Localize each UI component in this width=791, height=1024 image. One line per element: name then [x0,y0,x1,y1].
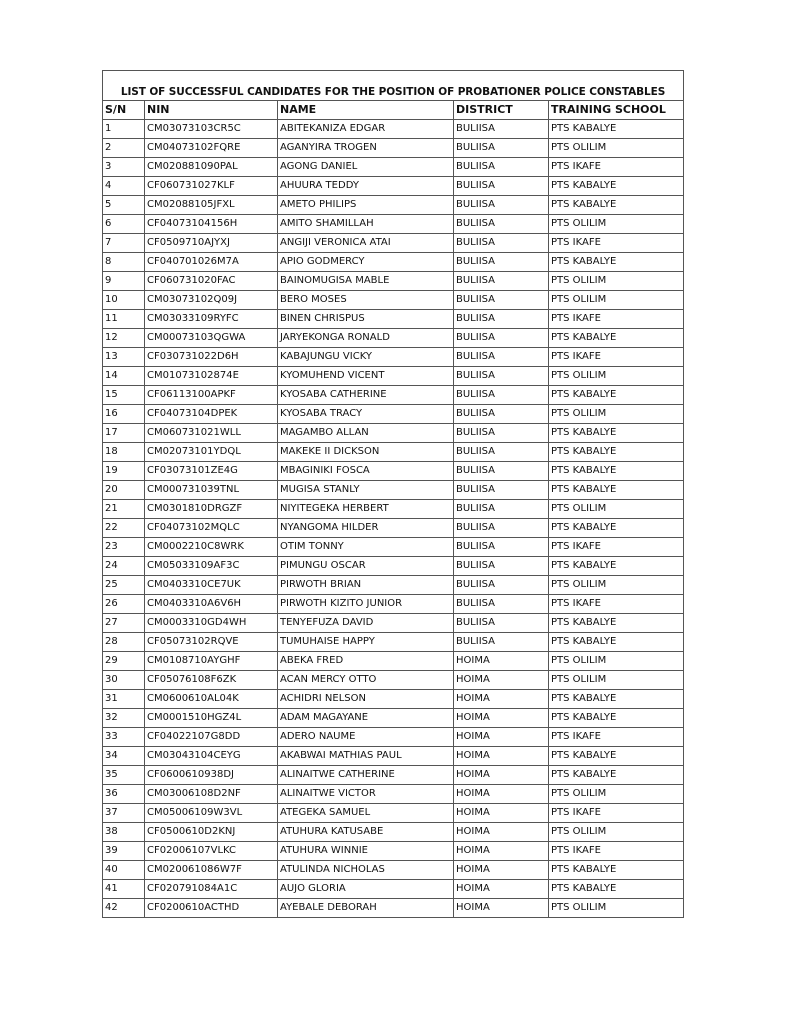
cell-nin: CM02073101YDQL [145,443,278,462]
cell-district: HOIMA [454,899,549,918]
cell-nin: CM0301810DRGZF [145,500,278,519]
column-header-district: DISTRICT [454,101,549,120]
cell-district: HOIMA [454,766,549,785]
cell-name: ALINAITWE VICTOR [278,785,454,804]
table-row [103,158,684,177]
cell-name: NIYITEGEKA HERBERT [278,500,454,519]
table-row [103,424,684,443]
cell-training-school: PTS KABALYE [549,557,684,576]
table-row [103,329,684,348]
cell-district: BULIISA [454,557,549,576]
cell-name: MUGISA STANLY [278,481,454,500]
cell-nin: CF03073101ZE4G [145,462,278,481]
cell-nin: CF06113100APKF [145,386,278,405]
cell-district: HOIMA [454,747,549,766]
cell-nin: CM03006108D2NF [145,785,278,804]
cell-nin: CM020881090PAL [145,158,278,177]
cell-training-school: PTS OLILIM [549,899,684,918]
cell-training-school: PTS KABALYE [549,766,684,785]
cell-sn: 37 [103,804,145,823]
cell-name: ADAM MAGAYANE [278,709,454,728]
cell-nin: CF030731022D6H [145,348,278,367]
cell-district: BULIISA [454,139,549,158]
cell-district: BULIISA [454,329,549,348]
cell-training-school: PTS IKAFE [549,842,684,861]
cell-training-school: PTS OLILIM [549,291,684,310]
cell-district: BULIISA [454,120,549,139]
cell-training-school: PTS OLILIM [549,652,684,671]
cell-nin: CM0003310GD4WH [145,614,278,633]
table-row [103,272,684,291]
cell-district: HOIMA [454,671,549,690]
cell-sn: 40 [103,861,145,880]
cell-training-school: PTS IKAFE [549,728,684,747]
cell-district: BULIISA [454,405,549,424]
cell-district: BULIISA [454,633,549,652]
cell-training-school: PTS KABALYE [549,443,684,462]
cell-training-school: PTS IKAFE [549,234,684,253]
cell-name: ABITEKANIZA EDGAR [278,120,454,139]
table-row [103,766,684,785]
table-row [103,785,684,804]
table-row [103,462,684,481]
cell-district: BULIISA [454,386,549,405]
document-title: LIST OF SUCCESSFUL CANDIDATES FOR THE POSITION OF PROBATIONER POLICE CONSTABLES [103,71,684,101]
cell-district: BULIISA [454,576,549,595]
cell-sn: 1 [103,120,145,139]
cell-training-school: PTS OLILIM [549,785,684,804]
cell-nin: CM000731039TNL [145,481,278,500]
cell-name: MBAGINIKI FOSCA [278,462,454,481]
cell-nin: CM0108710AYGHF [145,652,278,671]
cell-sn: 36 [103,785,145,804]
table-row [103,652,684,671]
cell-name: AMETO PHILIPS [278,196,454,215]
cell-nin: CF04073104156H [145,215,278,234]
cell-nin: CF0500610D2KNJ [145,823,278,842]
table-row [103,367,684,386]
cell-nin: CM03073102Q09J [145,291,278,310]
cell-district: BULIISA [454,500,549,519]
table-row [103,880,684,899]
cell-sn: 30 [103,671,145,690]
table-row [103,443,684,462]
table-row [103,633,684,652]
cell-district: BULIISA [454,234,549,253]
table-row [103,310,684,329]
cell-name: KYOSABA CATHERINE [278,386,454,405]
cell-sn: 41 [103,880,145,899]
cell-sn: 35 [103,766,145,785]
cell-sn: 27 [103,614,145,633]
cell-training-school: PTS KABALYE [549,177,684,196]
cell-sn: 3 [103,158,145,177]
cell-training-school: PTS KABALYE [549,861,684,880]
cell-training-school: PTS KABALYE [549,614,684,633]
cell-nin: CF02006107VLKC [145,842,278,861]
cell-sn: 29 [103,652,145,671]
cell-name: ATULINDA NICHOLAS [278,861,454,880]
cell-name: AUJO GLORIA [278,880,454,899]
table-row [103,215,684,234]
cell-name: ALINAITWE CATHERINE [278,766,454,785]
cell-name: AYEBALE DEBORAH [278,899,454,918]
table-row [103,804,684,823]
column-header-training-school: TRAINING SCHOOL [549,101,684,120]
cell-district: BULIISA [454,291,549,310]
cell-training-school: PTS KABALYE [549,424,684,443]
cell-sn: 21 [103,500,145,519]
cell-sn: 32 [103,709,145,728]
cell-nin: CM0001510HGZ4L [145,709,278,728]
cell-training-school: PTS OLILIM [549,671,684,690]
table-row [103,842,684,861]
cell-nin: CM02088105JFXL [145,196,278,215]
table-row [103,120,684,139]
cell-training-school: PTS IKAFE [549,348,684,367]
table-row [103,519,684,538]
cell-sn: 17 [103,424,145,443]
cell-district: HOIMA [454,690,549,709]
column-header-nin: NIN [145,101,278,120]
table-row [103,614,684,633]
cell-name: ATUHURA KATUSABE [278,823,454,842]
cell-nin: CF0509710AJYXJ [145,234,278,253]
cell-name: PIRWOTH KIZITO JUNIOR [278,595,454,614]
cell-sn: 9 [103,272,145,291]
table-row [103,348,684,367]
cell-district: BULIISA [454,253,549,272]
table-row [103,595,684,614]
table-row [103,386,684,405]
cell-training-school: PTS KABALYE [549,880,684,899]
cell-district: HOIMA [454,880,549,899]
cell-training-school: PTS IKAFE [549,158,684,177]
cell-district: BULIISA [454,443,549,462]
cell-sn: 42 [103,899,145,918]
cell-training-school: PTS OLILIM [549,823,684,842]
cell-district: HOIMA [454,709,549,728]
cell-nin: CM04073102FQRE [145,139,278,158]
cell-training-school: PTS KABALYE [549,120,684,139]
cell-district: HOIMA [454,842,549,861]
cell-district: HOIMA [454,861,549,880]
cell-district: BULIISA [454,367,549,386]
header-row [103,101,684,120]
cell-sn: 20 [103,481,145,500]
cell-name: OTIM TONNY [278,538,454,557]
cell-training-school: PTS OLILIM [549,215,684,234]
cell-training-school: PTS KABALYE [549,690,684,709]
cell-name: APIO GODMERCY [278,253,454,272]
cell-training-school: PTS OLILIM [549,405,684,424]
cell-sn: 34 [103,747,145,766]
cell-sn: 2 [103,139,145,158]
cell-sn: 33 [103,728,145,747]
cell-district: HOIMA [454,823,549,842]
table-row [103,861,684,880]
cell-sn: 7 [103,234,145,253]
cell-training-school: PTS KABALYE [549,253,684,272]
cell-district: HOIMA [454,652,549,671]
cell-sn: 10 [103,291,145,310]
table-row [103,253,684,272]
cell-district: HOIMA [454,785,549,804]
table-row [103,728,684,747]
cell-name: AGONG DANIEL [278,158,454,177]
cell-name: ACHIDRI NELSON [278,690,454,709]
cell-sn: 11 [103,310,145,329]
cell-district: BULIISA [454,272,549,291]
cell-nin: CF05073102RQVE [145,633,278,652]
cell-sn: 39 [103,842,145,861]
cell-sn: 13 [103,348,145,367]
cell-district: HOIMA [454,804,549,823]
cell-sn: 12 [103,329,145,348]
cell-training-school: PTS OLILIM [549,272,684,291]
cell-name: NYANGOMA HILDER [278,519,454,538]
cell-district: HOIMA [454,728,549,747]
cell-nin: CF060731027KLF [145,177,278,196]
cell-sn: 26 [103,595,145,614]
table-row [103,139,684,158]
cell-nin: CF0200610ACTHD [145,899,278,918]
cell-nin: CM0403310CE7UK [145,576,278,595]
cell-training-school: PTS IKAFE [549,595,684,614]
cell-nin: CM05006109W3VL [145,804,278,823]
table-row [103,538,684,557]
cell-nin: CM00073103QGWA [145,329,278,348]
cell-sn: 22 [103,519,145,538]
cell-name: KYOMUHEND VICENT [278,367,454,386]
cell-training-school: PTS KABALYE [549,386,684,405]
cell-nin: CF04022107G8DD [145,728,278,747]
cell-nin: CF060731020FAC [145,272,278,291]
cell-training-school: PTS KABALYE [549,747,684,766]
candidates-table [102,70,684,918]
cell-sn: 19 [103,462,145,481]
table-row [103,899,684,918]
table-row [103,747,684,766]
cell-name: AGANYIRA TROGEN [278,139,454,158]
cell-nin: CM03043104CEYG [145,747,278,766]
cell-nin: CF0600610938DJ [145,766,278,785]
table-row [103,405,684,424]
cell-name: JARYEKONGA RONALD [278,329,454,348]
cell-nin: CM0403310A6V6H [145,595,278,614]
table-row [103,234,684,253]
cell-sn: 23 [103,538,145,557]
cell-district: BULIISA [454,158,549,177]
table-row [103,177,684,196]
cell-district: BULIISA [454,519,549,538]
cell-nin: CF020791084A1C [145,880,278,899]
cell-sn: 38 [103,823,145,842]
cell-sn: 6 [103,215,145,234]
cell-name: ATEGEKA SAMUEL [278,804,454,823]
cell-sn: 28 [103,633,145,652]
cell-name: AMITO SHAMILLAH [278,215,454,234]
cell-sn: 5 [103,196,145,215]
cell-nin: CM05033109AF3C [145,557,278,576]
cell-district: BULIISA [454,614,549,633]
table-row [103,709,684,728]
cell-training-school: PTS KABALYE [549,196,684,215]
cell-training-school: PTS KABALYE [549,481,684,500]
table-body [103,120,684,918]
cell-training-school: PTS IKAFE [549,804,684,823]
cell-name: ATUHURA WINNIE [278,842,454,861]
table-row [103,576,684,595]
cell-district: BULIISA [454,595,549,614]
cell-name: MAKEKE II DICKSON [278,443,454,462]
cell-name: PIMUNGU OSCAR [278,557,454,576]
cell-name: ANGIJI VERONICA ATAI [278,234,454,253]
cell-training-school: PTS IKAFE [549,538,684,557]
cell-sn: 18 [103,443,145,462]
cell-name: BAINOMUGISA MABLE [278,272,454,291]
cell-name: ADERO NAUME [278,728,454,747]
cell-training-school: PTS IKAFE [549,310,684,329]
cell-name: ACAN MERCY OTTO [278,671,454,690]
cell-name: BERO MOSES [278,291,454,310]
table-row [103,671,684,690]
cell-name: PIRWOTH BRIAN [278,576,454,595]
cell-nin: CM060731021WLL [145,424,278,443]
cell-name: MAGAMBO ALLAN [278,424,454,443]
cell-training-school: PTS OLILIM [549,139,684,158]
table-row [103,196,684,215]
cell-nin: CF04073104DPEK [145,405,278,424]
cell-training-school: PTS KABALYE [549,709,684,728]
cell-nin: CF05076108F6ZK [145,671,278,690]
cell-nin: CM03033109RYFC [145,310,278,329]
document-page [102,70,683,918]
cell-district: BULIISA [454,348,549,367]
cell-nin: CF040701026M7A [145,253,278,272]
cell-training-school: PTS KABALYE [549,462,684,481]
table-row [103,500,684,519]
cell-district: BULIISA [454,177,549,196]
cell-sn: 16 [103,405,145,424]
table-row [103,690,684,709]
cell-sn: 15 [103,386,145,405]
cell-sn: 25 [103,576,145,595]
column-header-name: NAME [278,101,454,120]
column-header-sn: S/N [103,101,145,120]
table-row [103,481,684,500]
cell-sn: 31 [103,690,145,709]
cell-district: BULIISA [454,481,549,500]
cell-training-school: PTS KABALYE [549,329,684,348]
cell-name: TENYEFUZA DAVID [278,614,454,633]
cell-name: ABEKA FRED [278,652,454,671]
title-row [103,71,684,101]
cell-name: KYOSABA TRACY [278,405,454,424]
cell-nin: CM01073102874E [145,367,278,386]
cell-training-school: PTS OLILIM [549,367,684,386]
cell-nin: CM0002210C8WRK [145,538,278,557]
cell-name: AHUURA TEDDY [278,177,454,196]
cell-sn: 14 [103,367,145,386]
table-row [103,291,684,310]
cell-district: BULIISA [454,424,549,443]
cell-nin: CM03073103CR5C [145,120,278,139]
cell-name: AKABWAI MATHIAS PAUL [278,747,454,766]
cell-nin: CM020061086W7F [145,861,278,880]
cell-district: BULIISA [454,310,549,329]
cell-nin: CF04073102MQLC [145,519,278,538]
cell-name: TUMUHAISE HAPPY [278,633,454,652]
cell-sn: 24 [103,557,145,576]
cell-sn: 8 [103,253,145,272]
table-row [103,557,684,576]
cell-training-school: PTS KABALYE [549,519,684,538]
cell-district: BULIISA [454,196,549,215]
cell-district: BULIISA [454,462,549,481]
cell-name: BINEN CHRISPUS [278,310,454,329]
cell-training-school: PTS KABALYE [549,633,684,652]
cell-training-school: PTS OLILIM [549,500,684,519]
cell-nin: CM0600610AL04K [145,690,278,709]
cell-training-school: PTS OLILIM [549,576,684,595]
table-row [103,823,684,842]
cell-district: BULIISA [454,538,549,557]
cell-sn: 4 [103,177,145,196]
cell-district: BULIISA [454,215,549,234]
cell-name: KABAJUNGU VICKY [278,348,454,367]
